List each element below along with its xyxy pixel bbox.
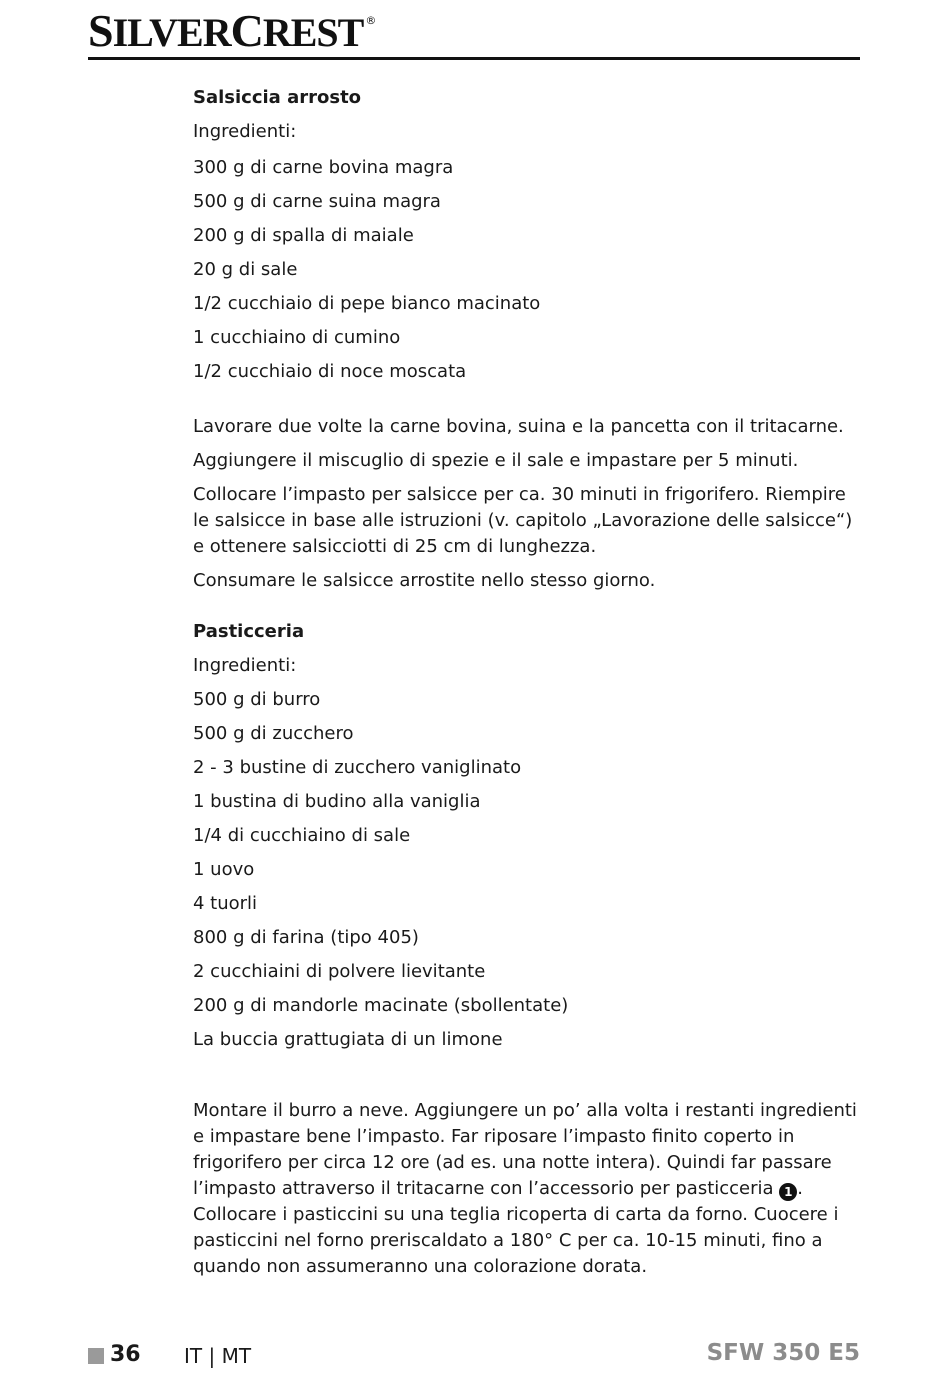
section-title-pasticceria: Pasticceria: [193, 621, 305, 642]
ingredient-item: 500 g di burro: [193, 689, 321, 710]
page-content: [193, 86, 858, 1288]
ingredient-item: 20 g di sale: [193, 259, 298, 280]
ingredients-label: Ingredienti:: [193, 655, 297, 676]
ingredient-item: La buccia grattugiata di un limone: [193, 1029, 503, 1050]
ingredient-item: 500 g di zucchero: [193, 723, 354, 744]
ingredient-item: 1/2 cucchiaio di noce moscata: [193, 361, 467, 382]
ingredient-item: 500 g di carne suina magra: [193, 191, 441, 212]
ingredient-item: 2 - 3 bustine di zucchero vaniglinato: [193, 757, 522, 778]
ingredient-item: 4 tuorli: [193, 893, 258, 914]
ingredient-item: 1 uovo: [193, 859, 255, 880]
section-title-salsiccia: Salsiccia arrosto: [193, 87, 362, 108]
method-paragraph: Montare il burro a neve. Aggiungere un po’ alla volta i restanti ingredienti e impastare bene l’impasto. Far riposare l’impasto finito coperto in frigorifero per circa 12 ore (ad es. una notte intera). Quindi far passare l’impasto attraverso il tritacarne con l’accessorio per pasticceria 1 . Collocare i pasticcini su una teglia ricoperta di carta da forno. Cuocere i pasticcini nel forno preriscaldato a 180° C per ca. 10-15 minuti, fino a quando non assumeranno una colorazione dorata.: [193, 1100, 857, 1277]
language-code: IT | MT: [184, 1344, 252, 1368]
brand-logo: SILVERCREST ®: [88, 5, 376, 56]
step-paragraph: Aggiungere il miscuglio di spezie e il sale e impastare per 5 minuti.: [193, 450, 799, 471]
header-rule: [88, 57, 860, 60]
ingredients-list-pasticceria: [193, 688, 858, 1052]
ingredient-item: 200 g di mandorle macinate (sbollentate): [193, 995, 569, 1016]
step-paragraph: Lavorare due volte la carne bovina, suina e la pancetta con il tritacarne.: [193, 416, 844, 437]
ingredients-list-salsiccia: [193, 156, 858, 384]
steps-salsiccia: [193, 414, 858, 594]
ingredient-item: 800 g di farina (tipo 405): [193, 927, 419, 948]
model-number: SFW 350 E5: [706, 1340, 860, 1366]
ingredient-item: 1/2 cucchiaio di pepe bianco macinato: [193, 293, 541, 314]
ingredient-item: 300 g di carne bovina magra: [193, 157, 454, 178]
footer-square-icon: [88, 1348, 104, 1364]
ingredient-item: 1/4 di cucchiaino di sale: [193, 825, 411, 846]
page-footer: [88, 1340, 860, 1372]
step-paragraph: Collocare l’impasto per salsicce per ca. 30 minuti in frigorifero. Riempire le salsicce in base alle istruzioni (v. capitolo „Lavorazione delle salsicce“) e ottenere salsicciotti di 25 cm di lunghezza.: [193, 484, 853, 557]
step-paragraph: Consumare le salsicce arrostite nello stesso giorno.: [193, 570, 656, 591]
figure-ref-1-icon: 1: [779, 1183, 797, 1201]
ingredients-label: Ingredienti:: [193, 121, 297, 142]
ingredient-item: 1 cucchiaino di cumino: [193, 327, 401, 348]
ingredient-item: 1 bustina di budino alla vaniglia: [193, 791, 481, 812]
ingredient-item: 2 cucchiaini di polvere lievitante: [193, 961, 486, 982]
page-number: 36: [110, 1342, 141, 1367]
ingredient-item: 200 g di spalla di maiale: [193, 225, 414, 246]
